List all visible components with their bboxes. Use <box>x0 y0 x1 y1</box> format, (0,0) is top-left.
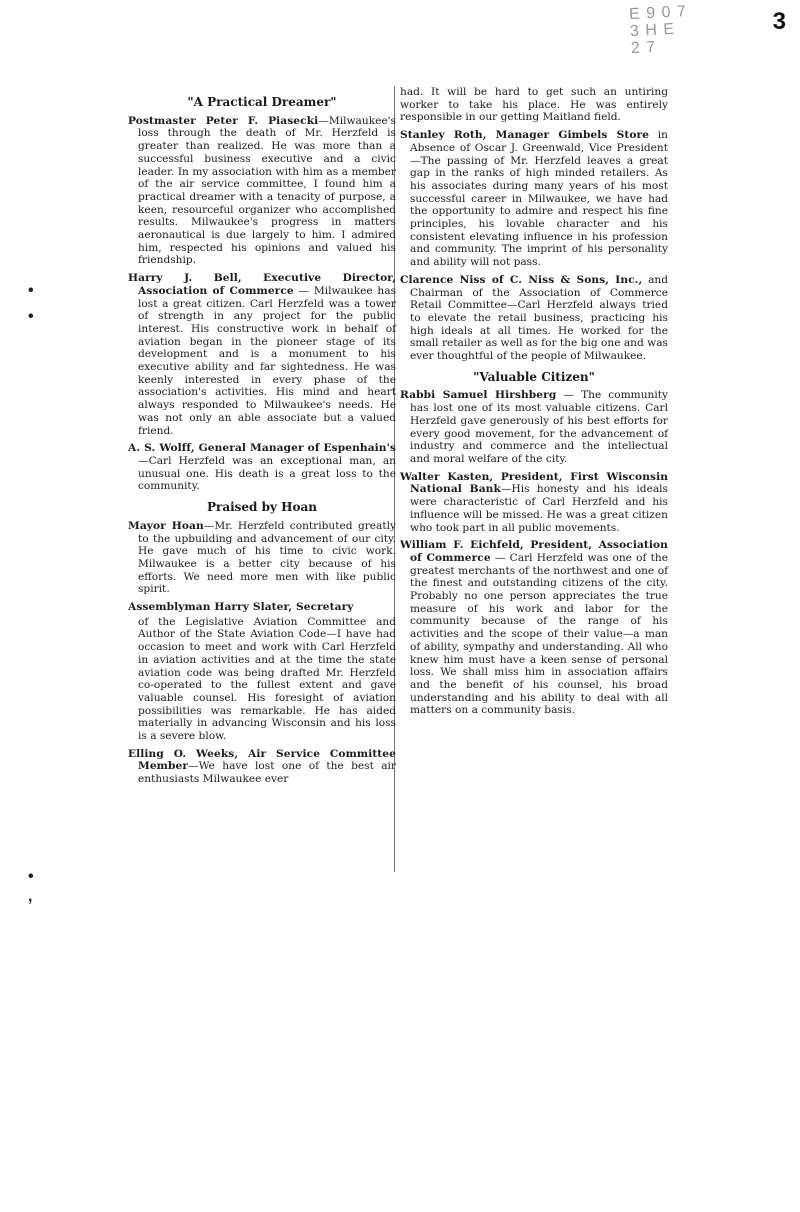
tribute-text: —Milwaukee's loss through the death of Mr. Herzfeld is greater than realized. He was more than a successful business executive and a civic leader. In my association with him as a member of the air service committee, I found him a practical dreamer with a tenacity of purpose, a keen, resourceful organizer who accomplished results. Milwaukee's progress in matters aeronautical is due largely to him. I admired him, respected his opinions and valued his friendship. <box>138 114 396 267</box>
tribute-text: — Carl Herzfeld was one of the greatest merchants of the northwest and one of the finest and outstanding citizens of the city. Probably no one person appreciates the true measure of his work and labor for the community because of the range of his activities and the scope of their value—a man of ability, sympathy and understanding. All who knew him must have a keen sense of personal loss. We shall miss him in association affairs and the benefit of his counsel, his broad understanding and his ability to deal with all matters on a community basis. <box>410 551 668 717</box>
tribute-speaker: Clarence Niss of C. Niss & Sons, Inc., <box>400 273 643 286</box>
tribute-bell <box>128 272 396 437</box>
tribute-weeks <box>128 748 396 786</box>
margin-mark: • <box>28 282 34 299</box>
tribute-wolff <box>128 442 396 493</box>
margin-mark: • <box>28 308 34 325</box>
tribute-text: —His honesty and his ideals were characteristic of Carl Herzfeld and his influence will be missed. He was a great citizen who took part in all public movements. <box>410 483 668 534</box>
heading-praised-by-hoan: Praised by Hoan <box>206 500 318 515</box>
tribute-text: —We have lost one of the best air enthusiasts Milwaukee ever <box>138 760 396 786</box>
tribute-text: —Mr. Herzfeld contributed greatly to the upbuilding and advancement of our city. He gave much of his time to civic work. Milwaukee is a better city because of his efforts. We need more men with like public spirit. <box>138 519 396 596</box>
heading-valuable-citizen: "Valuable Citizen" <box>473 369 595 384</box>
tribute-hoan <box>128 520 396 596</box>
tribute-slater <box>128 601 396 614</box>
margin-mark: , <box>28 888 33 905</box>
tribute-speaker: Rabbi Samuel Hirshberg <box>400 389 557 402</box>
tribute-speaker: A. S. Wolff, General Manager of Espenhain's <box>128 442 396 455</box>
tribute-text: and Chairman of the Association of Commerce Retail Committee—Carl Herzfeld always tried to elevate the retail business, practicing his high ideals at all times. He worked for the small retailer as well as for the big one and was ever thoughtful of the people of Milwaukee. <box>410 273 668 363</box>
tribute-weeks-continued: had. It will be hard to get such an untiring worker to take his place. He was entirely responsible in our getting Maitland field. <box>400 86 668 124</box>
tribute-kasten <box>400 471 668 535</box>
left-column <box>128 86 396 872</box>
tribute-speaker: Stanley Roth, Manager Gimbels Store <box>400 129 650 142</box>
archive-handwritten-mark <box>629 2 712 57</box>
tribute-speaker: Harry J. Bell, Executive Director, Association of Commerce <box>128 272 396 297</box>
margin-mark: • <box>28 868 34 885</box>
tribute-eichfeld <box>400 539 668 717</box>
right-column <box>400 86 668 872</box>
tribute-hirshberg <box>400 389 668 465</box>
tribute-roth <box>400 129 668 269</box>
tribute-speaker: Walter Kasten, President, First Wisconsin National Bank <box>400 470 668 496</box>
tribute-text: —Carl Herzfeld was an exceptional man, an unusual one. His death is a great loss to the community. <box>138 454 396 493</box>
tribute-text: — The community has lost one of its most valuable citizens. Carl Herzfeld gave generously of his best efforts for every good movement, for the advancement of industry and commerce and the intellectual and moral welfare of the city. <box>410 389 668 465</box>
tribute-niss <box>400 274 668 363</box>
archive-mark-line-2: 3 H E <box>629 20 676 41</box>
tribute-text: — Milwaukee has lost a great citizen. Carl Herzfeld was a tower of strength in any project for the public interest. His constructive work in behalf of aviation began in the pioneer stage of its development and is a monument to his executive ability and far sightedness. He was keenly interested in every phase of the association's activities. His mind and heart always responded to Milwaukee's needs. He was not only an able associate but a valued friend. <box>138 284 397 437</box>
tribute-text: in Absence of Oscar J. Greenwald, Vice President—The passing of Mr. Herzfeld leaves a great gap in the ranks of high minded retailers. As his associates during many years of his most successful career in Milwaukee, we have had the opportunity to admire and respect his fine principles, his lovable character and his consistent elevating influence in his profession and community. The imprint of his personality and ability will not pass. <box>410 129 668 269</box>
tribute-speaker: Assemblyman Harry Slater, Secretary <box>128 601 354 614</box>
tribute-speaker: Elling O. Weeks, Air Service Committee Member <box>128 747 396 773</box>
tribute-slater-text: of the Legislative Aviation Committee and Author of the State Aviation Code—I have had occasion to meet and work with Carl Herzfeld in aviation activities and at the time the state aviation code was being drafted Mr. Herzfeld co-operated to the fullest extent and gave valuable counsel. His foresight of aviation possibilities was remarkable. He has aided materially in advancing Wisconsin and his loss is a severe blow. <box>138 615 396 743</box>
tribute-speaker: William F. Eichfeld, President, Association of Commerce <box>400 539 668 564</box>
newspaper-clipping <box>128 86 676 872</box>
tribute-speaker: Postmaster Peter F. Piasecki <box>128 114 319 127</box>
tribute-piasecki <box>128 115 396 267</box>
tribute-speaker: Mayor Hoan <box>128 519 204 532</box>
archive-mark-line-1: E 9 0 7 <box>628 3 688 24</box>
archive-mark-line-3: 2 7 <box>630 38 657 58</box>
page-number: 3 <box>772 8 786 35</box>
heading-practical-dreamer: "A Practical Dreamer" <box>187 95 337 109</box>
